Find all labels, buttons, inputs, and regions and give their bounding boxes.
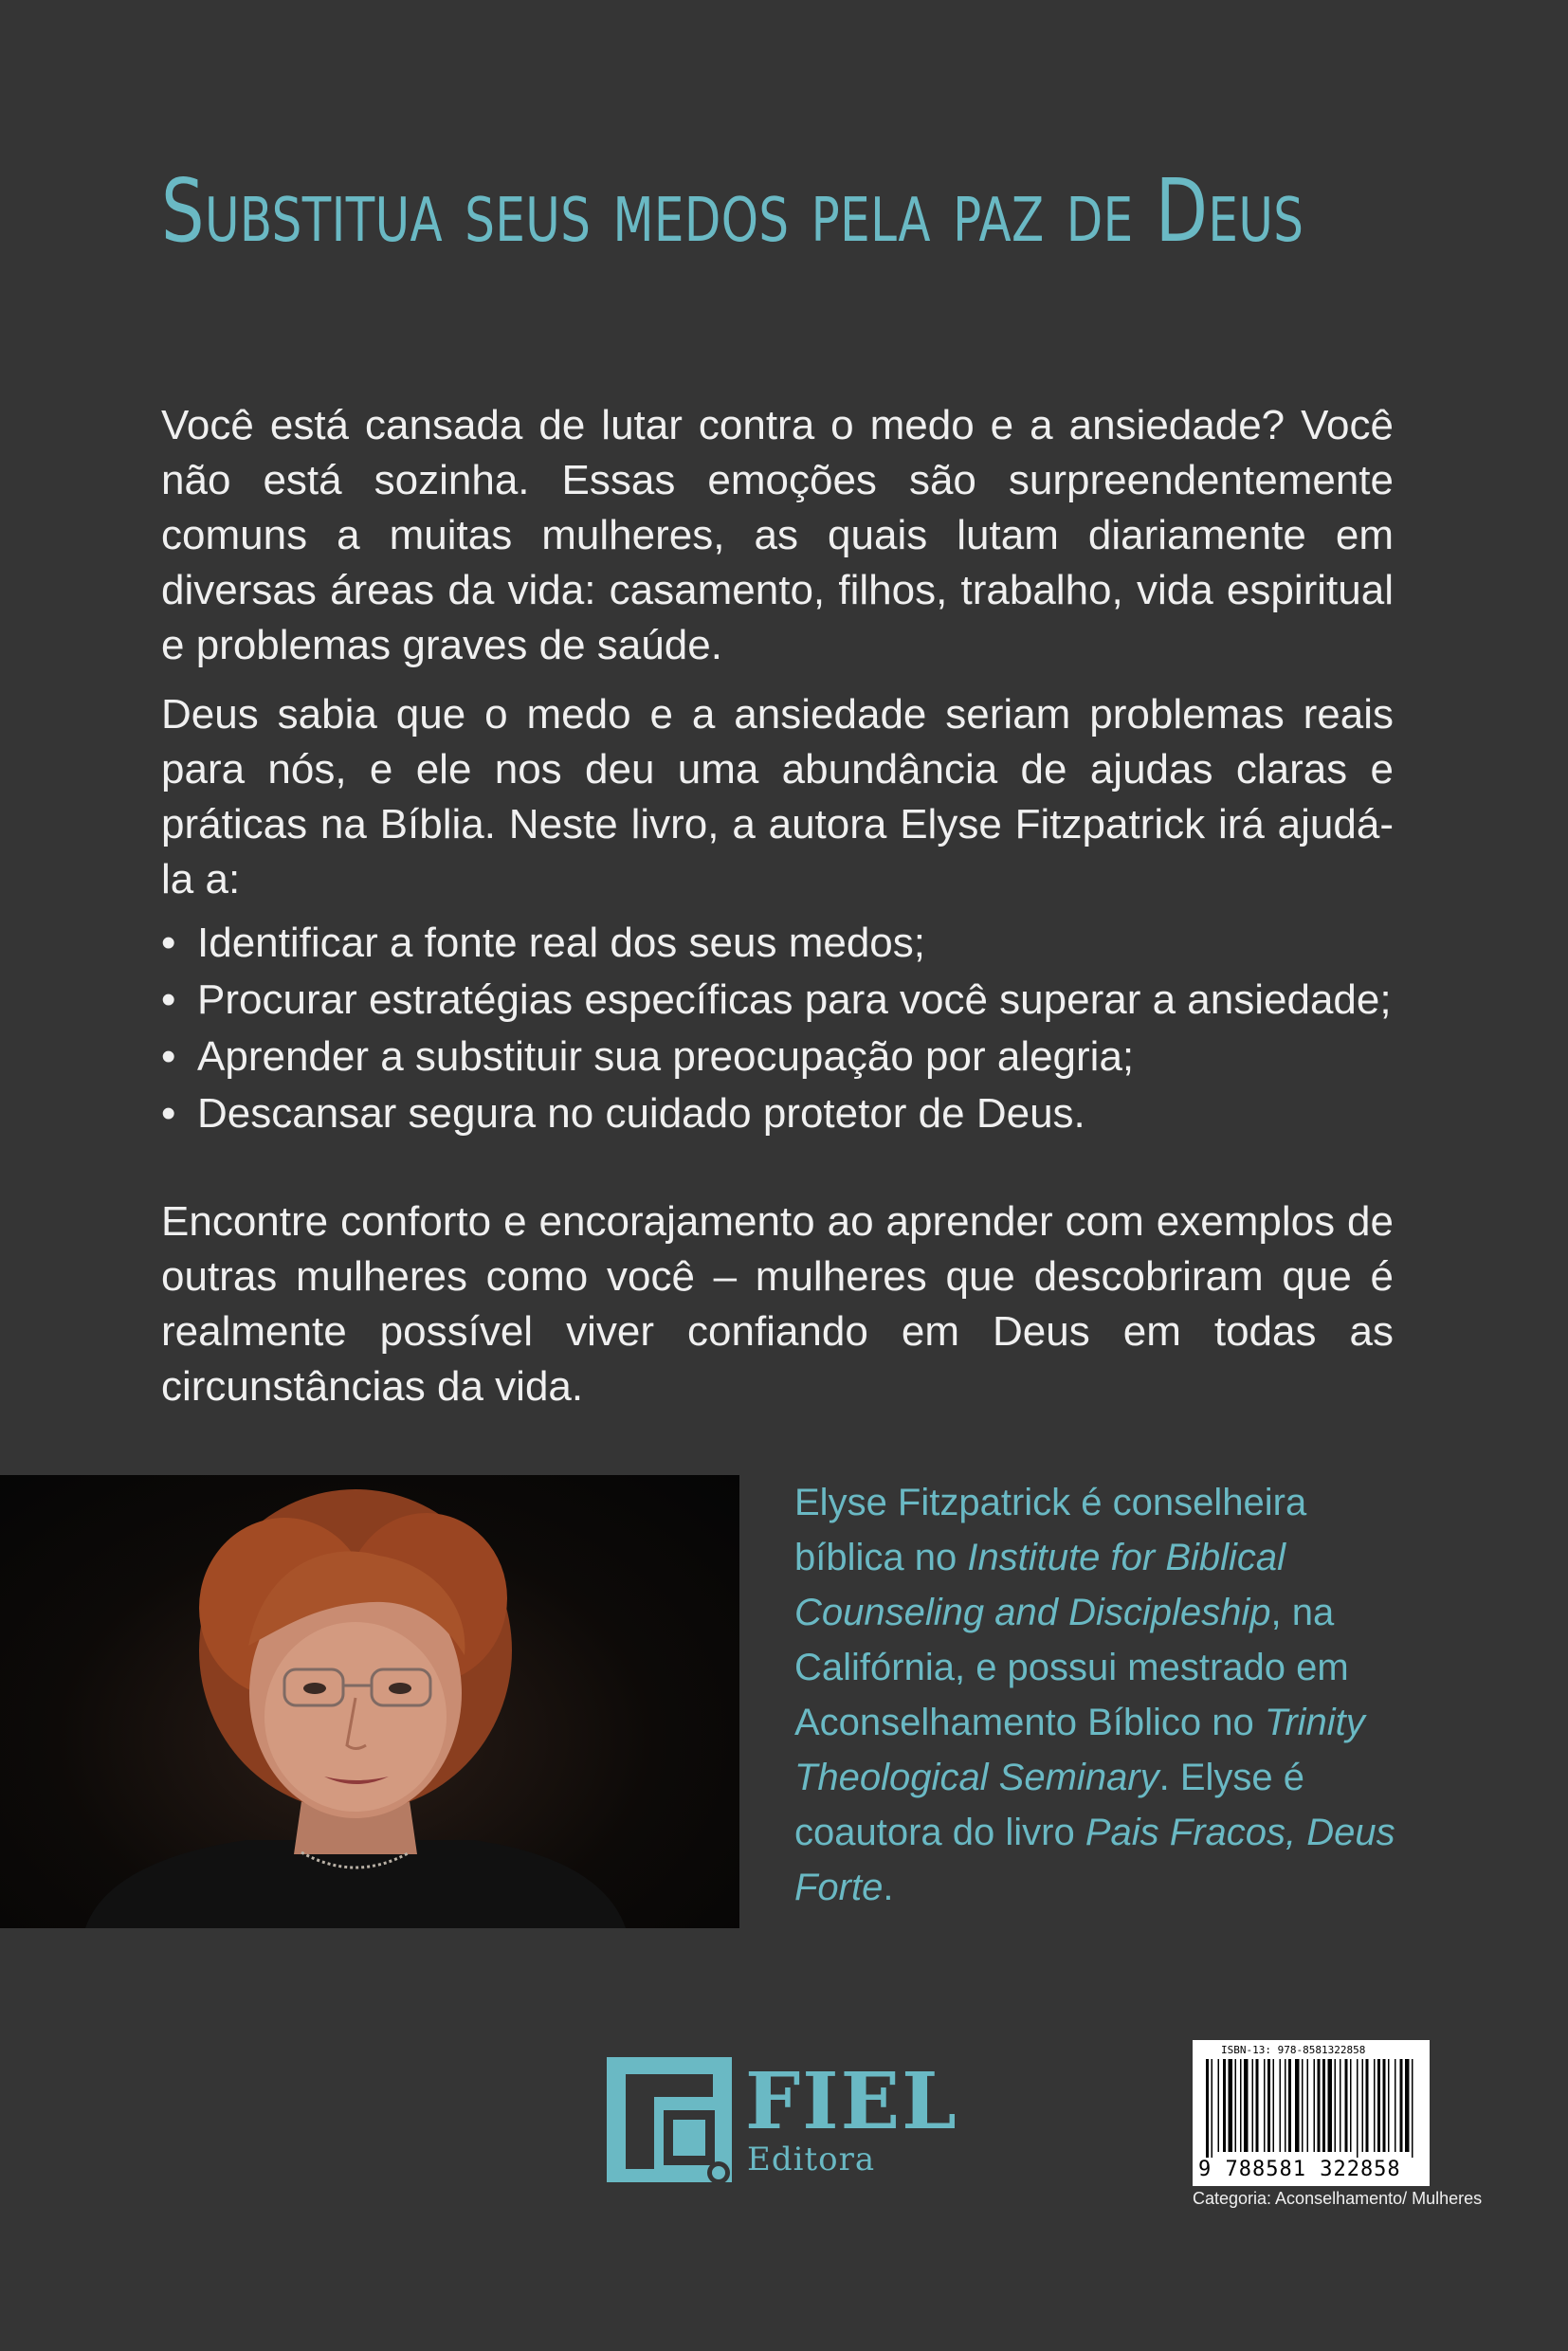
list-item-text: Procurar estratégias específicas para você superar a ansiedade; bbox=[197, 976, 1392, 1023]
barcode-bar bbox=[1362, 2059, 1364, 2152]
barcode-bar bbox=[1357, 2059, 1358, 2158]
bullet-marker: • bbox=[161, 920, 176, 966]
barcode-bars-icon bbox=[1204, 2059, 1420, 2158]
barcode-bar bbox=[1400, 2059, 1403, 2152]
publisher-subtitle: Editora bbox=[747, 2141, 876, 2178]
bio-text: . bbox=[883, 1867, 894, 1908]
list-item bbox=[161, 1030, 1394, 1084]
barcode-bar bbox=[1240, 2059, 1242, 2152]
barcode-bar bbox=[1395, 2059, 1396, 2152]
author-portrait-illustration bbox=[0, 1475, 739, 1928]
barcode-bar bbox=[1388, 2059, 1390, 2152]
barcode-bar bbox=[1345, 2059, 1348, 2152]
barcode-bar bbox=[1264, 2059, 1266, 2152]
barcode-bar bbox=[1340, 2059, 1341, 2152]
barcode-bar bbox=[1212, 2059, 1213, 2158]
bio-seminary: Trinity Theological Seminary bbox=[794, 1702, 1365, 1798]
bio-text: . Elyse é coautora do livro bbox=[794, 1757, 1305, 1853]
barcode-bar bbox=[1302, 2059, 1304, 2152]
isbn-digits: 9 788581 322858 bbox=[1198, 2158, 1401, 2181]
barcode-bar bbox=[1285, 2059, 1286, 2152]
barcode-bar bbox=[1267, 2059, 1270, 2152]
list-item bbox=[161, 916, 1394, 971]
barcode-bar bbox=[1273, 2059, 1275, 2152]
barcode-bar bbox=[1256, 2059, 1259, 2152]
barcode-bar bbox=[1218, 2059, 1220, 2152]
isbn-label: ISBN-13: 978-8581322858 bbox=[1221, 2044, 1366, 2056]
bio-institution: Institute for Biblical Counseling and Discipleship bbox=[794, 1537, 1286, 1633]
list-item bbox=[161, 973, 1394, 1028]
barcode-bar bbox=[1328, 2059, 1333, 2152]
barcode-bar bbox=[1229, 2059, 1233, 2152]
barcode-bar bbox=[1412, 2059, 1413, 2158]
barcode-bar bbox=[1405, 2059, 1410, 2152]
barcode-bar bbox=[1288, 2059, 1291, 2152]
list-item bbox=[161, 1086, 1394, 1141]
list-item-text: Identificar a fonte real dos seus medos; bbox=[197, 920, 925, 966]
list-item-text: Descansar segura no cuidado protetor de Deus. bbox=[197, 1090, 1085, 1137]
barcode-bar bbox=[1314, 2059, 1316, 2152]
barcode-bar bbox=[1322, 2059, 1325, 2152]
barcode-bar bbox=[1280, 2059, 1282, 2152]
bio-text: Elyse Fitzpatrick é conselheira bíblica no bbox=[794, 1482, 1307, 1578]
bullet-marker: • bbox=[161, 1090, 176, 1137]
barcode-bar bbox=[1223, 2059, 1226, 2152]
fiel-logo-icon bbox=[607, 2057, 732, 2182]
barcode-bar bbox=[1252, 2059, 1254, 2152]
publisher-logo bbox=[607, 2056, 958, 2182]
category-label: Categoria: Aconselhamento/ Mulheres bbox=[1193, 2189, 1483, 2208]
barcode-bar bbox=[1307, 2059, 1309, 2152]
barcode-bar bbox=[1244, 2059, 1249, 2152]
bullet-marker: • bbox=[161, 976, 176, 1023]
barcode-bar bbox=[1350, 2059, 1352, 2152]
barcode-bar bbox=[1335, 2059, 1337, 2152]
bio-text: , na Califórnia, e possui mestrado em Aconselhamento Bíblico no bbox=[794, 1592, 1349, 1743]
benefits-list bbox=[161, 916, 1394, 1143]
barcode-bar bbox=[1206, 2059, 1209, 2158]
bullet-marker: • bbox=[161, 1033, 176, 1080]
headline: Substitua seus medos pela paz de Deus bbox=[161, 160, 1304, 262]
author-photo bbox=[0, 1475, 739, 1928]
barcode-bar bbox=[1377, 2059, 1380, 2152]
barcode-bar bbox=[1366, 2059, 1369, 2152]
barcode-bar bbox=[1318, 2059, 1321, 2152]
barcode-bar bbox=[1374, 2059, 1376, 2152]
barcode bbox=[1193, 2040, 1430, 2186]
barcode-bar bbox=[1235, 2059, 1237, 2152]
publisher-name: FIEL bbox=[745, 2056, 958, 2147]
bio-book-title: Pais Fracos, Deus Forte bbox=[794, 1812, 1395, 1908]
list-item-text: Aprender a substituir sua preocupação por alegria; bbox=[197, 1033, 1135, 1080]
intro-paragraph: Você está cansada de lutar contra o medo e a ansiedade? Você não está sozinha. Essas emoções são surpreendentemente comuns a muitas mulheres, as quais lutam diariamente em diversas áreas da vida: casamento, filhos, trabalho, vida espiritual e problemas graves de saúde. bbox=[161, 402, 1394, 668]
barcode-bar bbox=[1383, 2059, 1386, 2152]
purpose-paragraph: Deus sabia que o medo e a ansiedade seriam problemas reais para nós, e ele nos deu uma abundância de ajudas claras e práticas na Bíblia. Neste livro, a autora Elyse Fitzpatrick irá ajudá-la a: bbox=[161, 691, 1394, 902]
barcode-bar bbox=[1295, 2059, 1300, 2152]
author-bio bbox=[794, 1475, 1401, 1915]
closing-paragraph: Encontre conforto e encorajamento ao aprender com exemplos de outras mulheres como você – mulheres que descobriram que é realmente possível viver confiando em Deus em todas as circunstâncias da vida. bbox=[161, 1198, 1394, 1410]
